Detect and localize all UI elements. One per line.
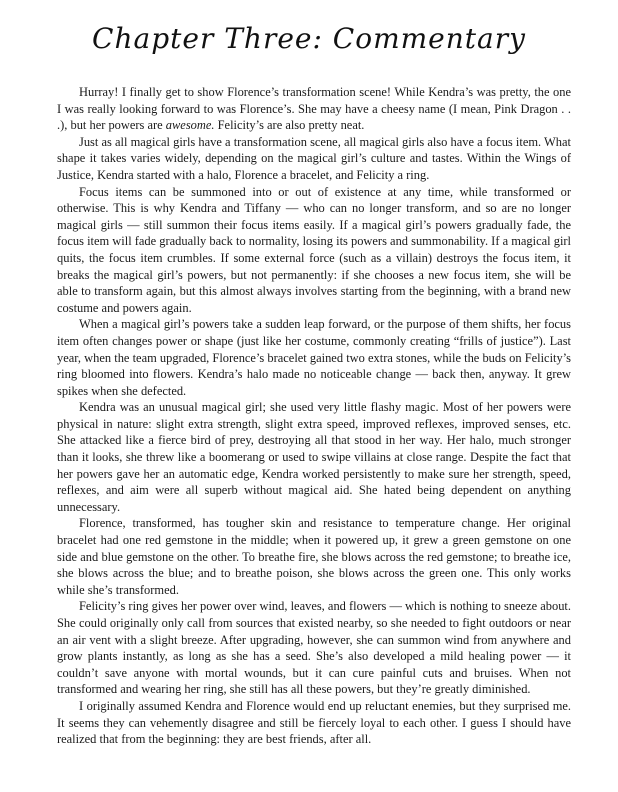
paragraph-text: Kendra was an unusual magical girl; she used very little flashy magic. Most of her powers were physical in nature: slight extra strength, slight extra speed, improved reflexes, improved senses, etc. She attacked like a fierce bird of prey, destroying all that stood in her way. Her halo, much stronger than it looks, she threw like a boomerang or used to swipe villains at close range. Despite the fact that her powers gave her an automatic edge, Kendra worked persistently to make sure her strength, speed, reflexes, and aim were all superb without magical aid. She hated being dependent on anything unnecessary. bbox=[57, 400, 571, 514]
body-paragraph bbox=[57, 84, 571, 134]
paragraph-text: Hurray! I finally get to show Florence’s transformation scene! While Kendra’s was pretty, the one I was really looking forward to was Florence’s. She may have a cheesy name (I mean, Pink Dragon . . .), but her powers are bbox=[57, 85, 571, 133]
paragraph-text: I originally assumed Kendra and Florence would end up reluctant enemies, but they surprised me. It seems they can vehemently disagree and still be fiercely loyal to each other. I guess I should have realized that from the beginning: they are best friends, after all. bbox=[57, 698, 571, 747]
body-paragraph bbox=[57, 515, 571, 598]
body-paragraph bbox=[57, 184, 571, 317]
body-paragraph bbox=[57, 598, 571, 698]
italic-text: awesome. bbox=[165, 118, 215, 133]
commentary-body bbox=[57, 84, 571, 748]
body-paragraph bbox=[57, 316, 571, 399]
paragraph-text: Just as all magical girls have a transformation scene, all magical girls also have a focus item. What shape it takes varies widely, depending on the magical girl’s culture and tastes. Within the Wings of Justice, Kendra started with a halo, Florence a bracelet, and Felicity a ring. bbox=[57, 134, 571, 182]
chapter-title: Chapter Three: Commentary bbox=[92, 22, 526, 55]
paragraph-text: Felicity’s ring gives her power over wind, leaves, and flowers — which is nothing to sneeze about. She could originally only call from sources that existed nearby, so she needed to fight outdoors or near an air vent with a slight breeze. After upgrading, however, she can summon wind from anywhere and grow plants instantly, as long as she has a seed. She’s also developed a mild healing power — it couldn’t save anyone with mortal wounds, but it can cure painful cuts and bruises. When not transformed and wearing her ring, she still has all these powers, but they’re greatly diminished. bbox=[57, 599, 571, 697]
paragraph-text: Focus items can be summoned into or out of existence at any time, while transformed or otherwise. This is why Kendra and Tiffany — who can no longer transform, and so are no longer magical girls — still summon their focus items easily. If a magical girl’s powers gradually fade, the focus item will fade gradually back to normality, losing its powers and summonability. If a magical girl quits, the focus item crumbles. If some external force (such as a villain) destroys the focus item, it breaks the magical girl’s powers, but not permanently: if she chooses a new focus item, she will be able to transform again, but this almost always involves starting from the beginning, with a brand new costume and powers again. bbox=[57, 184, 571, 315]
paragraph-text: When a magical girl’s powers take a sudden leap forward, or the purpose of them shifts, her focus item often changes power or shape (just like her costume, commonly creating “frills of justice”). Last year, when the team upgraded, Florence’s bracelet gained two extra stones, while the buds on Felicity’s ring bloomed into flowers. Kendra’s halo made no noticeable change — back then, anyway. It grew spikes when she defected. bbox=[57, 317, 571, 398]
paragraph-text: Florence, transformed, has tougher skin and resistance to temperature change. Her original bracelet had one red gemstone in the middle; when it powered up, it grew a green gemstone on one side and blue gemstone on the other. To breathe fire, she blows across the red gemstone; to breathe ice, she blows across the blue; and to breathe poison, she blows across the green one. This only works while she’s transformed. bbox=[57, 516, 571, 597]
body-paragraph bbox=[57, 399, 571, 515]
body-paragraph bbox=[57, 698, 571, 748]
paragraph-text: Felicity’s are also pretty neat. bbox=[214, 118, 365, 133]
body-paragraph bbox=[57, 134, 571, 184]
